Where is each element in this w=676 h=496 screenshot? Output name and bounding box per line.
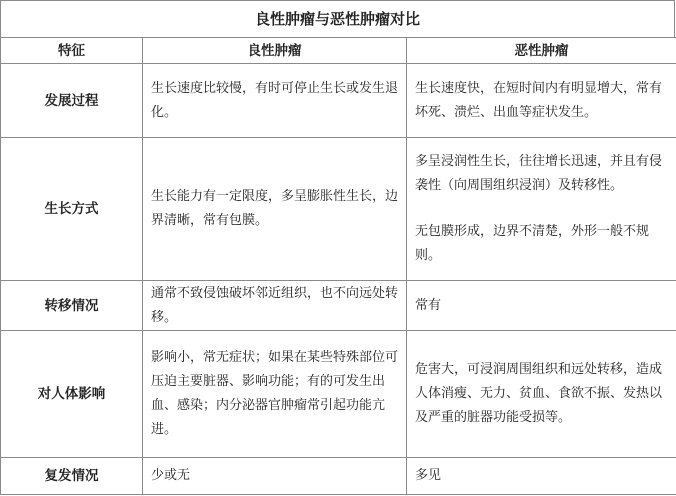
benign-cell: 影响小，常无症状；如果在某些特殊部位可压迫主要脏器、影响功能；有的可发生出血、感染；内分泌器官肿瘤常引起功能亢进。 (143, 331, 407, 458)
malignant-cell: 常有 (407, 281, 676, 331)
header-row (1, 38, 676, 64)
row-feature: 生长方式 (1, 138, 143, 281)
malignant-cell: 多见 (407, 458, 676, 495)
row-feature: 复发情况 (1, 458, 143, 495)
header-benign: 良性肿瘤 (143, 38, 407, 64)
table-row (1, 331, 676, 458)
benign-cell: 少或无 (143, 458, 407, 495)
malignant-cell: 生长速度快，在短时间内有明显增大，常有坏死、溃烂、出血等症状发生。 (407, 64, 676, 138)
table-row (1, 138, 676, 281)
header-feature: 特征 (1, 38, 143, 64)
benign-cell: 通常不致侵蚀破坏邻近组织，也不向远处转移。 (143, 281, 407, 331)
table-row (1, 281, 676, 331)
malignant-paragraph: 无包膜形成，边界不清楚，外形一般不规则。 (415, 224, 650, 263)
row-feature: 转移情况 (1, 281, 143, 331)
table-title: 良性肿瘤与恶性肿瘤对比 (0, 0, 675, 37)
benign-cell: 生长速度比较慢，有时可停止生长或发生退化。 (143, 64, 407, 138)
header-malignant: 恶性肿瘤 (407, 38, 676, 64)
row-feature: 对人体影响 (1, 331, 143, 458)
row-feature: 发展过程 (1, 64, 143, 138)
benign-cell: 生长能力有一定限度，多呈膨胀性生长，边界清晰，常有包膜。 (143, 138, 407, 281)
table-row (1, 458, 676, 495)
malignant-cell: 危害大，可浸润周围组织和远处转移，造成人体消瘦、无力、贫血、食欲不振、发热以及严重的脏器功能受损等。 (407, 331, 676, 458)
comparison-table (0, 37, 676, 495)
malignant-cell (407, 138, 676, 281)
malignant-paragraph: 多呈浸润性生长，往往增长迅速，并且有侵袭性（向周围组织浸润）及转移性。 (415, 154, 663, 193)
table-row (1, 64, 676, 138)
